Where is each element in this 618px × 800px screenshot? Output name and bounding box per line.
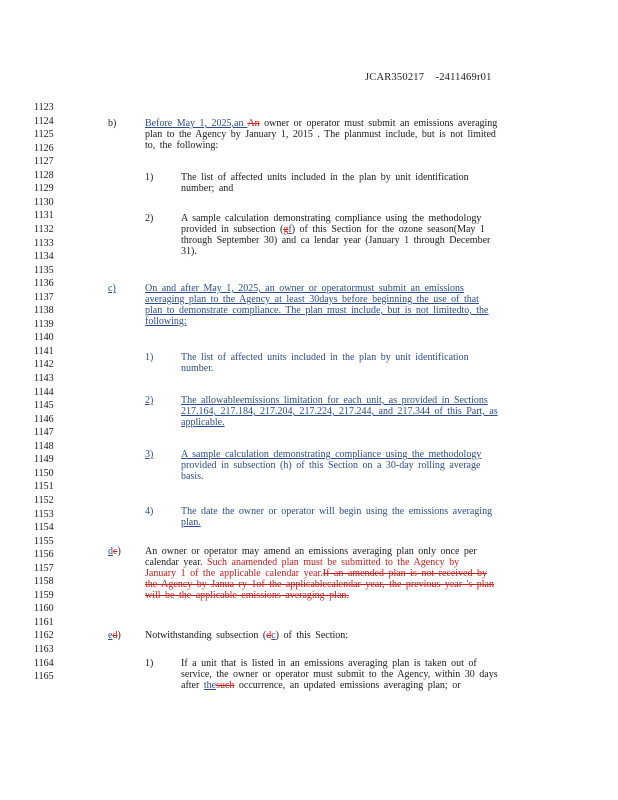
b-item-2-line-2: provided in subsection (gf) of this Section for the ozone season(May 1 — [181, 224, 485, 235]
line-number: 1131 — [34, 210, 54, 222]
subsection-c-line-1: On and after May 1, 2025, an owner or operatormust submit an emissions — [145, 283, 464, 294]
c-item-3-line-3: basis. — [181, 471, 204, 482]
subsection-d-line-4: the Agency by Janua ry 1of the applicablecalendar year, the previous year 's plan — [145, 579, 494, 590]
c-item-4-line-2: plan. — [181, 517, 201, 528]
line-number: 1150 — [34, 467, 54, 479]
line-number: 1140 — [34, 332, 54, 344]
subsection-d-line-3: January 1 of the applicable calendar year.If an amended plan is not received by — [145, 568, 487, 579]
c-item-2-line-3: applicable. — [181, 417, 225, 428]
c-item-2-mark: 2) — [145, 395, 154, 406]
line-number: 1142 — [34, 359, 54, 371]
line-number: 1155 — [34, 535, 54, 547]
line-number: 1164 — [34, 657, 54, 669]
subsection-b-line-3: to, the following: — [145, 140, 219, 151]
e-item-1-line-3: after thesuch occurrence, an updated emissions averaging plan; or — [181, 680, 461, 691]
subsection-b-line-1: Before May 1, 2025,an An owner or operator must submit an emissions averaging — [145, 118, 498, 129]
subsection-c-line-3: plan to demonstrate compliance. The plan must include, but is not limitedto, the — [145, 305, 489, 316]
subsection-e-line-1: Notwithstanding subsection (dc) of this Section: — [145, 630, 349, 641]
deleted-text: g — [283, 224, 289, 235]
line-number: 1156 — [34, 549, 54, 561]
line-number: 1157 — [34, 562, 54, 574]
line-number: 1136 — [34, 278, 54, 290]
line-number: 1159 — [34, 589, 54, 601]
subsection-e-mark: ed) — [108, 630, 121, 641]
line-number: 1165 — [34, 671, 54, 683]
e-item-1-line-1: If a unit that is listed in an emissions averaging plan is taken out of — [181, 658, 477, 669]
line-number: 1162 — [34, 630, 54, 642]
c-item-2-line-2: 217.164, 217.184, 217.204, 217.224, 217.244, and 217.344 of this Part, as — [181, 406, 498, 417]
line-number: 1139 — [34, 318, 54, 330]
line-number: 1132 — [34, 223, 54, 235]
subsection-c-line-4: following: — [145, 316, 187, 327]
subsection-d-line-2: calendar year. Such anamended plan must be submitted to the Agency by — [145, 557, 460, 568]
inserted-text: f — [288, 224, 292, 235]
deleted-text: Such anamended plan must be submitted to the Agency by — [207, 557, 460, 568]
e-item-1-mark: 1) — [145, 658, 154, 669]
line-number: 1123 — [34, 102, 54, 113]
line-number: 1151 — [34, 481, 54, 493]
subsection-b-line-2: plan to the Agency by January 1, 2015 . The planmust include, but is not limited — [145, 129, 496, 140]
line-number: 1152 — [34, 494, 54, 506]
line-number: 1135 — [34, 264, 54, 276]
subsection-d-mark: dc) — [108, 546, 121, 557]
c-item-4-line-1: The date the owner or operator will begin using the emissions averaging — [181, 506, 493, 517]
deleted-text: If an amended plan is not received by — [322, 568, 487, 579]
document-version: -2411469r01 — [435, 72, 492, 83]
line-number: 1127 — [34, 156, 54, 168]
inserted-text: Before May 1, 2025,an — [145, 118, 248, 129]
inserted-text: c — [271, 630, 276, 641]
document-header — [365, 72, 492, 83]
b-item-2-mark: 2) — [145, 213, 154, 224]
line-number: 1138 — [34, 305, 54, 317]
line-number: 1161 — [34, 616, 54, 628]
document-id: JCAR350217 — [365, 72, 425, 83]
line-number: 1153 — [34, 508, 54, 520]
b-item-2-line-3: through September 30) and ca lendar year (January 1 through December — [181, 235, 491, 246]
subsection-b-mark: b) — [108, 118, 117, 129]
line-number: 1134 — [34, 251, 54, 263]
c-item-3-line-2: provided in subsection (h) of this Section on a 30-day rolling average — [181, 460, 481, 471]
deleted-text: d — [266, 630, 272, 641]
b-item-1-line-1: The list of affected units included in the plan by unit identification — [181, 172, 469, 183]
c-item-4-mark: 4) — [145, 506, 154, 517]
subsection-c-mark: c) — [108, 283, 116, 294]
c-item-2-line-1: The allowableemissions limitation for each unit, as provided in Sections — [181, 395, 488, 406]
b-item-1-mark: 1) — [145, 172, 154, 183]
line-number: 1148 — [34, 440, 54, 452]
line-number: 1145 — [34, 400, 54, 412]
c-item-3-mark: 3) — [145, 449, 154, 460]
line-number: 1146 — [34, 413, 54, 425]
c-item-1-line-2: number. — [181, 363, 214, 374]
line-number: 1163 — [34, 644, 54, 655]
line-number: 1141 — [34, 345, 54, 357]
line-number: 1160 — [34, 603, 54, 615]
line-number: 1130 — [34, 196, 54, 208]
line-number: 1143 — [34, 373, 54, 384]
deleted-text: such — [216, 680, 235, 691]
line-number: 1154 — [34, 522, 54, 534]
line-number: 1124 — [34, 115, 54, 127]
line-number: 1147 — [34, 427, 54, 439]
line-number: 1133 — [34, 237, 54, 249]
c-item-1-mark: 1) — [145, 352, 154, 363]
line-number: 1129 — [34, 183, 54, 195]
line-number: 1128 — [34, 169, 54, 181]
deleted-text: An — [247, 118, 260, 129]
line-number: 1125 — [34, 129, 54, 141]
b-item-2-line-4: 31). — [181, 246, 197, 257]
c-item-1-line-1: The list of affected units included in the plan by unit identification — [181, 352, 469, 363]
subsection-d-line-1: An owner or operator may amend an emissions averaging plan only once per — [145, 546, 477, 557]
line-number: 1149 — [34, 454, 54, 466]
b-item-1-line-2: number; and — [181, 183, 234, 194]
subsection-c-line-2: averaging plan to the Agency at least 30days before beginning the use of that — [145, 294, 479, 305]
line-number: 1158 — [34, 576, 54, 588]
b-item-2-line-1: A sample calculation demonstrating compliance using the methodology — [181, 213, 482, 224]
line-number: 1126 — [34, 142, 54, 154]
e-item-1-line-2: service, the owner or operator must submit to the Agency, within 30 days — [181, 669, 498, 680]
line-number: 1144 — [34, 386, 54, 398]
inserted-text: the — [203, 680, 217, 691]
subsection-d-line-5: will be the applicable emissions averaging plan. — [145, 590, 349, 601]
line-number: 1137 — [34, 291, 54, 303]
c-item-3-line-1: A sample calculation demonstrating compliance using the methodology — [181, 449, 482, 460]
